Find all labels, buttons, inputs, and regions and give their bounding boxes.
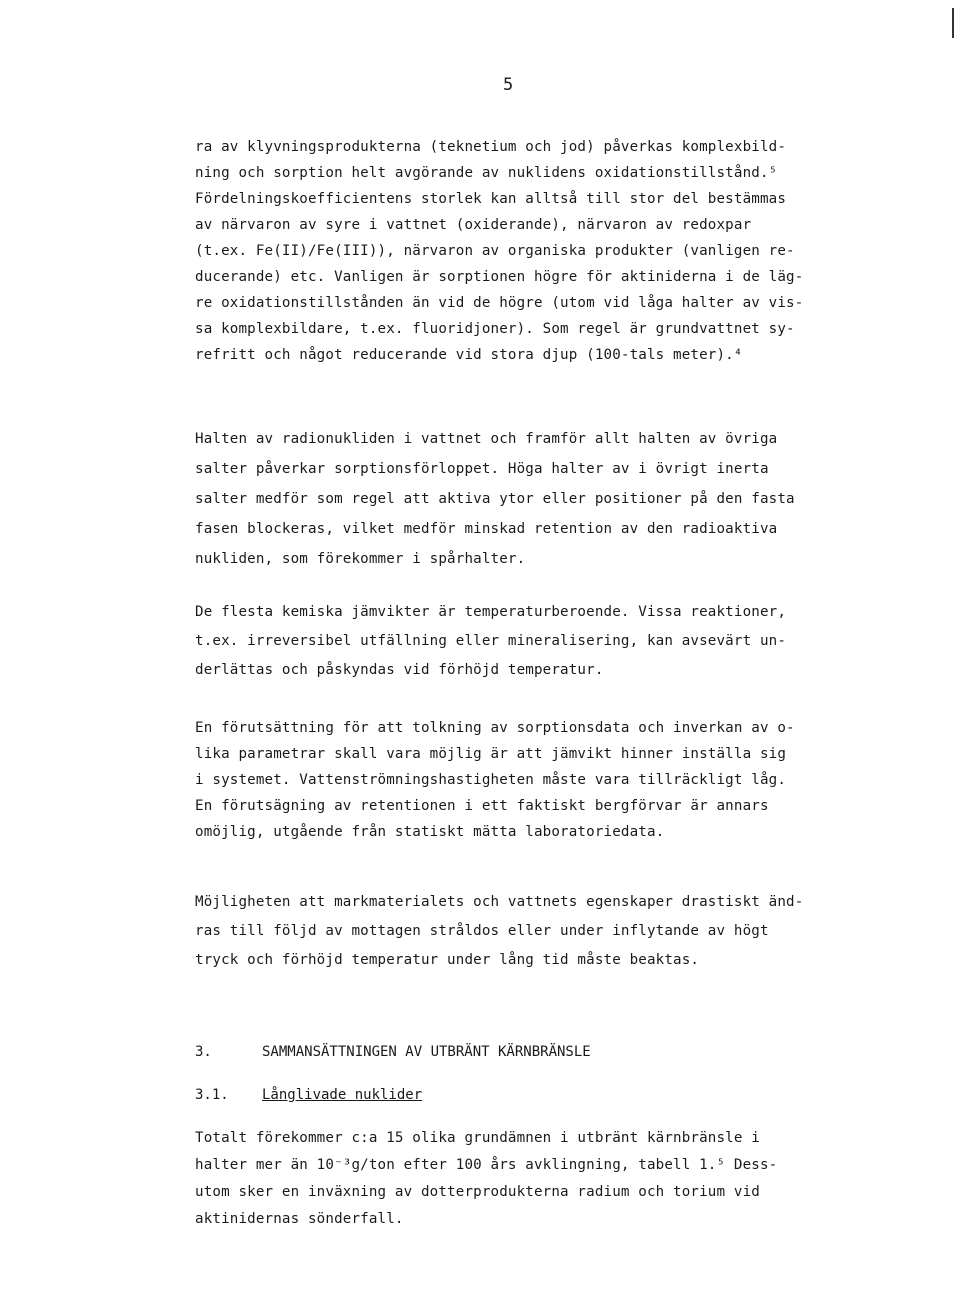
text-line: lika parametrar skall vara möjlig är att jämvikt hinner inställa sig [195,746,787,762]
text-line: tryck och förhöjd temperatur under lång tid måste beaktas. [195,952,700,968]
section-number: 3. [195,1044,212,1060]
text-line: derlättas och påskyndas vid förhöjd temperatur. [195,662,604,678]
text-line: ducerande) etc. Vanligen är sorptionen högre för aktiniderna i de läg- [195,269,804,285]
text-line: nukliden, som förekommer i spårhalter. [195,551,526,567]
text-line: aktinidernas sönderfall. [195,1211,404,1227]
text-line: sa komplexbildare, t.ex. fluoridjoner). Som regel är grundvattnet sy- [195,321,795,337]
text-line: De flesta kemiska jämvikter är temperaturberoende. Vissa reaktioner, [195,604,787,620]
text-line: i systemet. Vattenströmningshastigheten måste vara tillräckligt låg. [195,772,787,788]
text-line: re oxidationstillstånden än vid de högre (utom vid låga halter av vis- [195,295,804,311]
text-line: utom sker en inväxning av dotterprodukterna radium och torium vid [195,1184,760,1200]
scan-edge-mark [952,8,954,38]
paragraph-material-properties [195,888,855,975]
page-number: 5 [503,75,514,95]
text-line: ra av klyvningsprodukterna (teknetium och jod) påverkas komplexbild- [195,139,787,155]
section-title: SAMMANSÄTTNINGEN AV UTBRÄNT KÄRNBRÄNSLE [262,1044,591,1060]
subsection-title: Långlivade nuklider [262,1087,423,1103]
text-line: salter medför som regel att aktiva ytor eller positioner på den fasta [195,491,795,507]
text-line: omöjlig, utgående från statiskt mätta laboratoriedata. [195,824,665,840]
text-line: fasen blockeras, vilket medför minskad retention av den radioaktiva [195,521,778,537]
text-line: av närvaron av syre i vattnet (oxiderande), närvaron av redoxpar [195,217,752,233]
text-line: t.ex. irreversibel utfällning eller mineralisering, kan avsevärt un- [195,633,787,649]
text-line: (t.ex. Fe(II)/Fe(III)), närvaron av organiska produkter (vanligen re- [195,243,795,259]
paragraph-temperature [195,598,855,685]
text-line: En förutsägning av retentionen i ett faktiskt bergförvar är annars [195,798,769,814]
text-line: halter mer än 10⁻³g/ton efter 100 års avklingning, tabell 1.⁵ Dess- [195,1157,778,1173]
text-line: refritt och något reducerande vid stora djup (100-tals meter).⁴ [195,347,743,363]
text-line: Möjligheten att markmaterialets och vattnets egenskaper drastiskt änd- [195,894,804,910]
text-line: En förutsättning för att tolkning av sorptionsdata och inverkan av o- [195,720,795,736]
paragraph-salt-concentration [195,424,855,574]
text-line: salter påverkar sorptionsförloppet. Höga halter av i övrigt inerta [195,461,769,477]
text-line: Totalt förekommer c:a 15 olika grundämnen i utbränt kärnbränsle i [195,1130,760,1146]
text-line: ras till följd av mottagen stråldos eller under inflytande av högt [195,923,769,939]
text-line: Halten av radionukliden i vattnet och framför allt halten av övriga [195,431,778,447]
paragraph-equilibrium [195,715,855,845]
paragraph-spent-fuel-elements [195,1125,855,1233]
text-line: Fördelningskoefficientens storlek kan alltså till stor del bestämmas [195,191,787,207]
subsection-number: 3.1. [195,1087,229,1103]
paragraph-sorption-oxidation [195,134,855,368]
text-line: ning och sorption helt avgörande av nuklidens oxidationstillstånd.⁵ [195,165,778,181]
